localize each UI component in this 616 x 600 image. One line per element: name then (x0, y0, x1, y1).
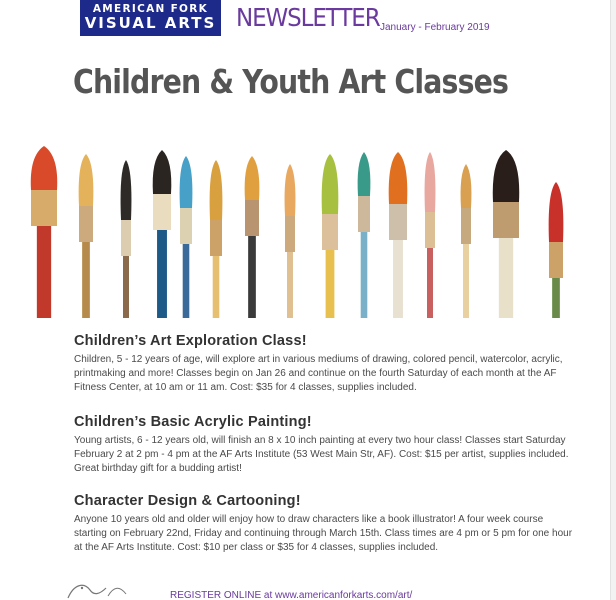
class-title: Character Design & Cartooning! (74, 493, 301, 509)
register-online-link[interactable]: REGISTER ONLINE at www.americanforkarts.com/art/ (170, 590, 413, 600)
page-title: Children & Youth Art Classes (73, 62, 509, 101)
class-character-design (74, 493, 574, 555)
af-visual-arts-logo (80, 0, 221, 36)
class-title: Children’s Basic Acrylic Painting! (74, 414, 312, 430)
newsletter-title: NEWSLETTER (236, 3, 380, 32)
footer-arts-logo (60, 578, 160, 600)
class-description: Young artists, 6 - 12 years old, will finish an 8 x 10 inch painting at every two hour class! Classes start Saturday February 2 at 2 pm - 4 pm at the AF Arts Institute (53 West Main Str, AF). Cost: $15 per artist, supplies included. Great birthday gift for a budding artist! (74, 435, 569, 474)
class-title: Children’s Art Exploration Class! (74, 333, 307, 349)
class-basic-acrylic (74, 414, 574, 476)
logo-line-2: VISUAL ARTS (84, 14, 217, 32)
class-description: Anyone 10 years old and older will enjoy how to draw characters like a book illustrator! A four week course starting on February 22nd, Friday and continuing through March 15th. Class times are 4 pm or 5 pm for one hour at the AF Arts Institute. Cost: $10 per class or $35 for 4 classes, supplies included. (74, 514, 573, 553)
paint-brushes-image (20, 138, 596, 318)
page-edge (610, 0, 616, 600)
logo-line-1: AMERICAN FORK (92, 3, 209, 15)
class-art-exploration (74, 333, 574, 395)
newsletter-date: January - February 2019 (380, 22, 490, 33)
class-description: Children, 5 - 12 years of age, will explore art in various mediums of drawing, colored pencil, watercolor, acrylic, printmaking and more! Classes begin on Jan 26 and continue on the fourth Saturday of each month at the AF Fitness Center, at 10 am or 11 am. Cost: $35 for 4 classes, supplies included. (74, 354, 563, 393)
